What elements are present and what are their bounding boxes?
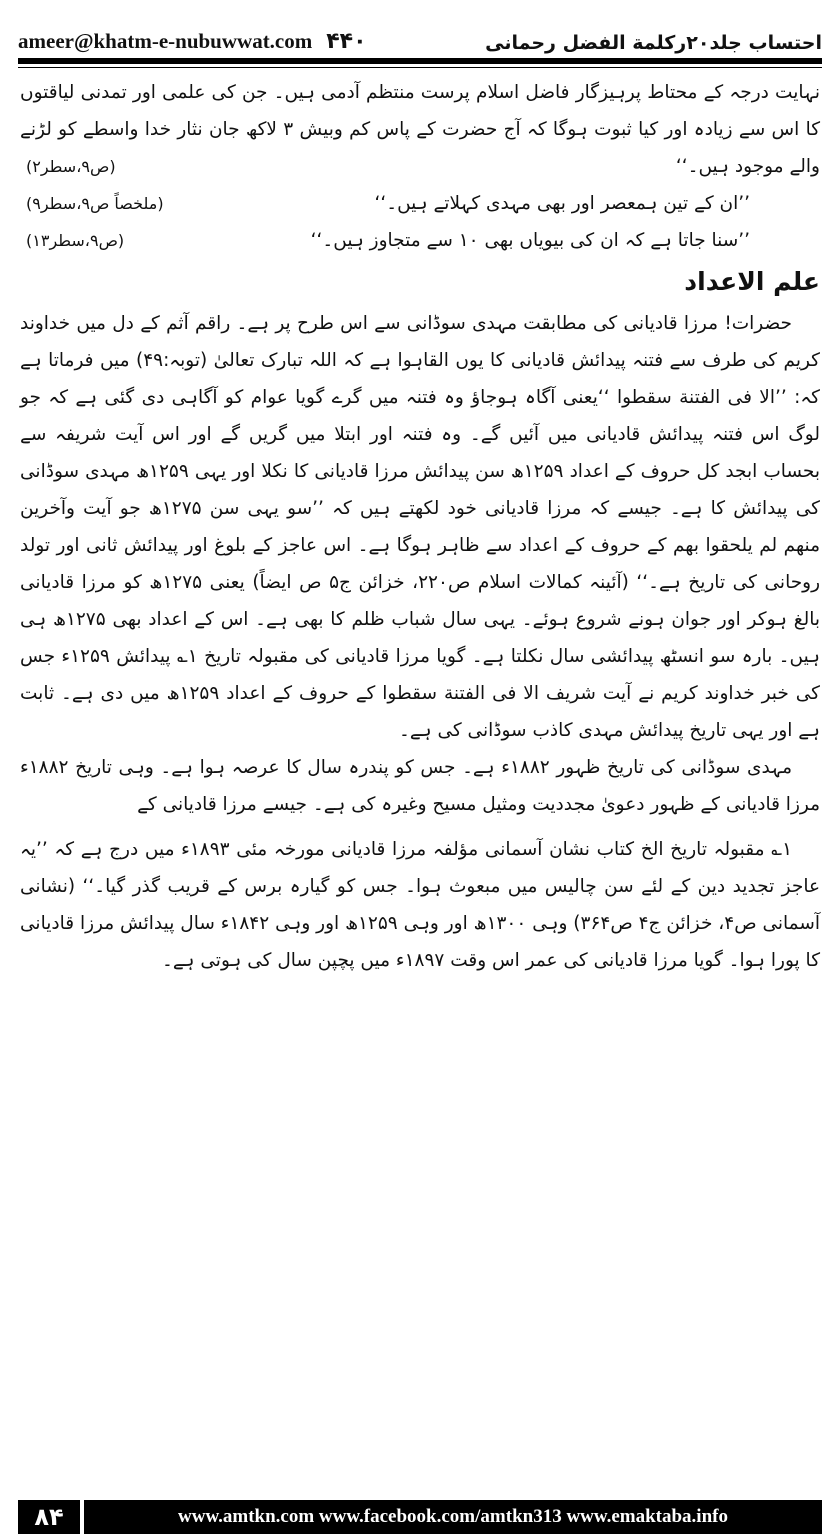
footnote: ۱؎ مقبولہ تاریخ الخ کتاب نشان آسمانی مؤلفہ مرزا قادیانی مورخہ مئی ۱۸۹۳ء میں درج ہے کہ ’’یہ عاجز تجدید دین کے لئے سن چالیس میں مبعوث ہوا۔ جس کو گیارہ برس کے قریب گذر گیا۔‘‘ (نشانی آسمانی ص۴، خزائن ج۴ ص۳۶۴) وہی ۱۳۰۰ھ اور وہی ۱۲۵۹ھ اور وہی ۱۸۴۲ء سال پیدائش مرزا قادیانی کا پورا ہوا۔ گویا مرزا قادیانی کی عمر اس وقت ۱۸۹۷ء میں پچپن سال کی ہوتی ہے۔: [20, 839, 820, 971]
page-header: [18, 8, 822, 54]
paragraph-2: حضرات! مرزا قادیانی کی مطابقت مہدی سوڈانی سے اس طرح پر ہے۔ راقم آثم کے دل میں خداوند کریم کی طرف سے فتنہ پیدائش قادیانی کا یوں القاہوا ہے کہ اللہ تبارک تعالیٰ (توبہ:۴۹) میں فرماتا ہے کہ: ’’الا فی الفتنة سقطوا ‘‘یعنی آگاہ ہوجاؤ وہ فتنہ میں گرے گویا عوام کو آگاہی دی گئی ہے کہ جو لوگ اس فتنہ پیدائش قادیانی میں آئیں گے۔ وہ فتنہ اور ابتلا میں گریں گے اور اس آیت شریفہ سے بحساب ابجد کل حروف کے اعداد ۱۲۵۹ھ سن پیدائش مرزا قادیانی کا نکلا اور یہی ۱۲۵۹ھ مہدی سوڈانی کی پیدائش کا ہے۔ جیسے کہ مرزا قادیانی خود لکھتے ہیں کہ ’’سو یہی سن ۱۲۷۵ھ جو آیت وآخرین منهم لم یلحقوا بهم کے حروف کے اعداد سے ظاہر ہوگا ہے۔ اس عاجز کے بلوغ اور پیدائش ثانی اور تولد روحانی کی تاریخ ہے۔‘‘ (آئینہ کمالات اسلام ص۲۲۰، خزائن ج۵ ص ایضاً) یعنی ۱۲۷۵ھ کو مرزا قادیانی بالغ ہوکر اور جوان ہونے شروع ہوئے۔ یہی سال شباب ظلم کا بھی ہے۔ اس کے اعداد بھی ۱۲۷۵ھ ہی ہیں۔ بارہ سو انسٹھ پیدائشی سال نکلتا ہے۔ گویا مرزا قادیانی کی مقبولہ تاریخ ۱؎ پیدائش ۱۲۵۹ء جس کی خبر خداوند کریم نے آیت شریف الا فی الفتنة سقطوا کے حروف کے اعداد ۱۲۵۹ھ میں دی ہے۔ ثابت ہے اور یہی تاریخ پیدائش مہدی کاذب سوڈانی کی ہے۔: [20, 313, 821, 741]
header-book-title: احتساب جلد۲۰رکلمة الفضل رحمانی: [485, 32, 822, 54]
quote-3: [20, 222, 820, 259]
quote-2-text: ’’ان کے تین ہمعصر اور بھی مہدی کہلاتے ہیں۔‘‘: [374, 193, 750, 214]
footer-links[interactable]: www.amtkn.com www.facebook.com/amtkn313 www.emaktaba.info: [84, 1500, 822, 1534]
page-content: [20, 74, 820, 979]
quote-2-reference: (ملخصاً ص۹،سطر۹): [26, 194, 164, 213]
paragraph-3: مہدی سوڈانی کی تاریخ ظہور ۱۸۸۲ء ہے۔ جس کو پندرہ سال کا عرصہ ہوا ہے۔ وہی تاریخ ۱۸۸۲ء مرزا قادیانی کے ظہور دعویٰ مجددیت ومثیل مسیح وغیرہ کی ہے۔ جیسے مرزا قادیانی کے: [20, 757, 820, 815]
header-email[interactable]: ameer@khatm-e-nubuwwat.com: [18, 29, 313, 53]
page-footer: [18, 1500, 822, 1534]
paragraph-1: [20, 74, 820, 185]
header-rule-thick: [18, 58, 822, 64]
quote-3-text: ’’سنا جاتا ہے کہ ان کی بیویاں بھی ۱۰ سے متجاوز ہیں۔‘‘: [310, 230, 750, 251]
quote-2: [20, 185, 820, 222]
quote-3-reference: (ص۹،سطر۱۳): [26, 231, 125, 250]
header-page-number: ۴۴۰: [326, 29, 367, 54]
paragraph-1-text: نہایت درجہ کے محتاط پرہیزگار فاضل اسلام پرست منتظم آدمی ہیں۔ جن کی علمی اور تمدنی لیاقتوں کا اس سے زیادہ اور کیا ثبوت ہوگا کہ آج حضرت کے پاس کم وبیش ۳ لاکھ جان نثار خدا واسطے کو لڑنے والے موجود ہیں۔‘‘: [20, 82, 821, 177]
header-rule-thin: [18, 67, 822, 68]
section-heading: علم الاعداد: [684, 267, 820, 296]
paragraph-1-reference: (ص۹،سطر۲): [26, 157, 116, 176]
footer-page-number: ۸۴: [18, 1500, 80, 1534]
header-left: [18, 29, 367, 54]
